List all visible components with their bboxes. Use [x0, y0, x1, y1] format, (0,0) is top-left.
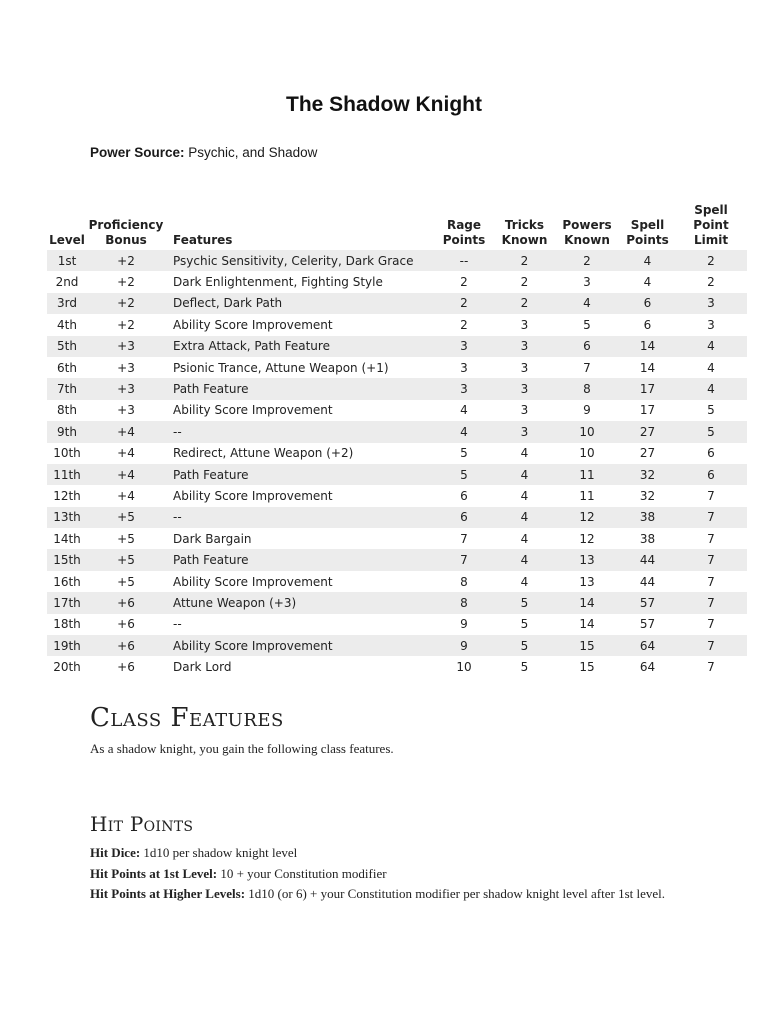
cell-features: Ability Score Improvement	[173, 488, 333, 503]
table-row	[47, 271, 747, 292]
hit-dice-line: Hit Dice: 1d10 per shadow knight level	[90, 845, 298, 860]
table-row	[47, 549, 747, 570]
cell-rage-points: 3	[460, 360, 468, 375]
cell-proficiency-bonus: +4	[117, 446, 135, 461]
cell-proficiency-bonus: +4	[117, 488, 135, 503]
cell-rage-points: 2	[460, 275, 468, 290]
cell-features: --	[173, 617, 182, 632]
cell-spell-point-limit: 4	[707, 360, 715, 375]
table-row	[47, 336, 747, 357]
cell-tricks-known: 3	[520, 360, 529, 375]
power-source-label: Power Source:	[90, 145, 185, 160]
cell-features: Dark Enlightenment, Fighting Style	[173, 275, 383, 290]
cell-tricks-known: 3	[520, 424, 529, 439]
cell-level: 9th	[57, 424, 77, 439]
cell-powers-known: 9	[583, 403, 591, 418]
cell-features: Extra Attack, Path Feature	[173, 339, 330, 354]
cell-powers-known: 13	[579, 553, 595, 568]
table-row	[47, 485, 747, 506]
cell-spell-point-limit: 5	[707, 424, 715, 439]
table-row	[47, 635, 747, 656]
table-row	[47, 614, 747, 635]
cell-rage-points: 3	[460, 382, 468, 397]
table-row	[47, 528, 747, 549]
cell-spell-point-limit: 7	[707, 553, 715, 568]
cell-features: Dark Lord	[173, 660, 232, 675]
table-row	[47, 378, 747, 399]
cell-spell-points: 27	[639, 446, 656, 461]
cell-spell-point-limit: 3	[707, 296, 715, 311]
cell-level: 3rd	[57, 296, 77, 311]
cell-powers-known: 4	[583, 296, 591, 311]
cell-features: Ability Score Improvement	[173, 403, 333, 418]
cell-powers-known: 11	[579, 488, 595, 503]
header-level: Level	[49, 233, 85, 247]
cell-tricks-known: 3	[520, 339, 529, 354]
cell-spell-points: 38	[639, 531, 656, 546]
cell-proficiency-bonus: +2	[117, 275, 135, 290]
cell-spell-point-limit: 7	[707, 660, 715, 675]
cell-spell-point-limit: 7	[707, 488, 715, 503]
cell-rage-points: 9	[460, 638, 468, 653]
cell-spell-points: 32	[639, 467, 656, 482]
cell-powers-known: 15	[579, 660, 595, 675]
cell-spell-point-limit: 5	[707, 403, 715, 418]
cell-spell-points: 17	[639, 403, 656, 418]
cell-powers-known: 2	[583, 253, 591, 268]
cell-level: 11th	[53, 467, 81, 482]
hit-points-higher-levels-line: Hit Points at Higher Levels: 1d10 (or 6) + your Constitution modifier per shadow knight level after 1st level.	[90, 886, 666, 901]
cell-proficiency-bonus: +3	[117, 403, 135, 418]
cell-level: 6th	[57, 360, 77, 375]
cell-spell-points: 6	[643, 296, 652, 311]
cell-spell-points: 44	[639, 553, 656, 568]
cell-tricks-known: 2	[520, 253, 529, 268]
cell-rage-points: 3	[460, 339, 468, 354]
cell-powers-known: 13	[579, 574, 595, 589]
cell-tricks-known: 5	[520, 617, 529, 632]
cell-rage-points: 2	[460, 296, 468, 311]
class-features-heading: Class Features	[90, 703, 284, 733]
cell-spell-point-limit: 2	[707, 253, 715, 268]
cell-spell-point-limit: 7	[707, 531, 715, 546]
cell-level: 10th	[53, 446, 81, 461]
cell-powers-known: 10	[579, 424, 595, 439]
table-row	[47, 250, 747, 271]
cell-powers-known: 11	[579, 467, 595, 482]
cell-spell-points: 64	[639, 638, 656, 653]
cell-spell-point-limit: 4	[707, 339, 715, 354]
cell-tricks-known: 5	[520, 660, 529, 675]
cell-rage-points: 4	[460, 424, 468, 439]
cell-spell-points: 64	[639, 660, 656, 675]
cell-spell-points: 44	[639, 574, 656, 589]
cell-level: 16th	[53, 574, 81, 589]
cell-features: Path Feature	[173, 553, 249, 568]
cell-spell-point-limit: 7	[707, 617, 715, 632]
cell-spell-points: 27	[639, 424, 656, 439]
table-row	[47, 314, 747, 335]
cell-proficiency-bonus: +5	[117, 553, 135, 568]
cell-features: --	[173, 510, 182, 525]
cell-spell-point-limit: 7	[707, 574, 715, 589]
table-row	[47, 443, 747, 464]
cell-spell-points: 17	[639, 382, 656, 397]
cell-tricks-known: 4	[520, 510, 529, 525]
cell-spell-point-limit: 2	[707, 275, 715, 290]
cell-level: 15th	[53, 553, 81, 568]
cell-level: 4th	[57, 317, 77, 332]
cell-level: 7th	[57, 382, 77, 397]
header-powers-known: Powers Known	[562, 218, 612, 247]
cell-level: 19th	[53, 638, 81, 653]
cell-spell-points: 4	[643, 253, 652, 268]
cell-spell-point-limit: 4	[707, 382, 715, 397]
cell-spell-points: 4	[643, 275, 652, 290]
cell-tricks-known: 4	[520, 488, 529, 503]
table-row	[47, 656, 747, 677]
header-features: Features	[173, 233, 233, 247]
cell-features: Attune Weapon (+3)	[173, 595, 297, 610]
cell-proficiency-bonus: +2	[117, 317, 135, 332]
cell-level: 5th	[57, 339, 77, 354]
cell-rage-points: 7	[460, 553, 468, 568]
cell-tricks-known: 3	[520, 317, 529, 332]
table-row	[47, 464, 747, 485]
table-row	[47, 507, 747, 528]
cell-features: Deflect, Dark Path	[173, 296, 283, 311]
table-row	[47, 421, 747, 442]
cell-features: Psionic Trance, Attune Weapon (+1)	[173, 360, 389, 375]
cell-powers-known: 15	[579, 638, 595, 653]
hit-points-block	[90, 843, 680, 905]
cell-proficiency-bonus: +4	[117, 467, 135, 482]
hit-points-first-level-line: Hit Points at 1st Level: 10 + your Constitution modifier	[90, 865, 387, 881]
cell-level: 12th	[53, 488, 81, 503]
cell-spell-point-limit: 6	[707, 446, 715, 461]
cell-spell-points: 14	[639, 339, 656, 354]
cell-features: Dark Bargain	[173, 531, 252, 546]
cell-spell-point-limit: 7	[707, 510, 715, 525]
cell-rage-points: 6	[460, 488, 468, 503]
cell-tricks-known: 3	[520, 403, 529, 418]
cell-level: 17th	[53, 595, 81, 610]
table-row	[47, 357, 747, 378]
header-tricks-known: Tricks Known	[501, 218, 548, 247]
cell-rage-points: 6	[460, 510, 468, 525]
cell-level: 1st	[57, 253, 77, 268]
cell-tricks-known: 2	[520, 275, 529, 290]
cell-powers-known: 8	[583, 382, 591, 397]
cell-proficiency-bonus: +6	[117, 617, 135, 632]
cell-rage-points: --	[459, 253, 469, 268]
cell-rage-points: 9	[460, 617, 468, 632]
table-row	[47, 571, 747, 592]
cell-powers-known: 12	[579, 531, 595, 546]
cell-spell-points: 6	[643, 317, 652, 332]
cell-rage-points: 5	[460, 446, 468, 461]
cell-proficiency-bonus: +3	[117, 360, 135, 375]
table-header-row	[47, 203, 747, 250]
power-source-value: Psychic, and Shadow	[184, 145, 318, 160]
cell-level: 20th	[53, 660, 81, 675]
cell-spell-points: 38	[639, 510, 656, 525]
cell-tricks-known: 4	[520, 467, 529, 482]
cell-spell-points: 14	[639, 360, 656, 375]
cell-features: --	[173, 424, 182, 439]
cell-spell-points: 32	[639, 488, 656, 503]
table-row	[47, 293, 747, 314]
header-rage-points: Rage Points	[442, 218, 486, 247]
cell-proficiency-bonus: +4	[117, 424, 135, 439]
cell-rage-points: 10	[456, 660, 472, 675]
cell-powers-known: 10	[579, 446, 595, 461]
cell-powers-known: 14	[579, 617, 595, 632]
cell-tricks-known: 4	[520, 531, 529, 546]
cell-tricks-known: 4	[520, 574, 529, 589]
cell-features: Ability Score Improvement	[173, 317, 333, 332]
cell-powers-known: 6	[583, 339, 591, 354]
cell-features: Ability Score Improvement	[173, 638, 333, 653]
cell-proficiency-bonus: +5	[117, 531, 135, 546]
cell-level: 8th	[57, 403, 77, 418]
cell-proficiency-bonus: +5	[117, 510, 135, 525]
table-row	[47, 400, 747, 421]
cell-features: Ability Score Improvement	[173, 574, 333, 589]
cell-level: 18th	[53, 617, 81, 632]
cell-proficiency-bonus: +3	[117, 339, 135, 354]
cell-tricks-known: 2	[520, 296, 529, 311]
cell-rage-points: 8	[460, 574, 468, 589]
cell-proficiency-bonus: +3	[117, 382, 135, 397]
cell-spell-points: 57	[639, 595, 656, 610]
cell-spell-point-limit: 3	[707, 317, 715, 332]
cell-proficiency-bonus: +6	[117, 660, 135, 675]
cell-proficiency-bonus: +6	[117, 638, 135, 653]
cell-rage-points: 2	[460, 317, 468, 332]
cell-spell-point-limit: 7	[707, 638, 715, 653]
cell-spell-point-limit: 7	[707, 595, 715, 610]
cell-rage-points: 5	[460, 467, 468, 482]
cell-spell-points: 57	[639, 617, 656, 632]
cell-powers-known: 7	[583, 360, 591, 375]
cell-level: 2nd	[55, 275, 79, 290]
class-progression-table	[47, 203, 747, 678]
header-spell-points: Spell Points	[626, 218, 669, 247]
class-features-intro: As a shadow knight, you gain the following class features.	[90, 741, 394, 756]
cell-rage-points: 4	[460, 403, 468, 418]
cell-proficiency-bonus: +5	[117, 574, 135, 589]
page-title: The Shadow Knight	[286, 93, 482, 116]
cell-rage-points: 7	[460, 531, 468, 546]
cell-spell-point-limit: 6	[707, 467, 715, 482]
cell-powers-known: 3	[583, 275, 591, 290]
cell-rage-points: 8	[460, 595, 468, 610]
table-row	[47, 592, 747, 613]
cell-tricks-known: 3	[520, 382, 529, 397]
cell-proficiency-bonus: +6	[117, 595, 135, 610]
cell-powers-known: 5	[583, 317, 591, 332]
cell-level: 14th	[53, 531, 81, 546]
cell-tricks-known: 4	[520, 553, 529, 568]
header-proficiency-bonus: Proficiency Bonus	[88, 218, 164, 247]
hit-points-heading: Hit Points	[90, 812, 194, 836]
cell-features: Redirect, Attune Weapon (+2)	[173, 446, 354, 461]
cell-tricks-known: 4	[520, 446, 529, 461]
header-spell-point-limit: Spell Point Limit	[693, 203, 729, 247]
cell-powers-known: 12	[579, 510, 595, 525]
cell-features: Path Feature	[173, 467, 249, 482]
cell-tricks-known: 5	[520, 638, 529, 653]
cell-features: Path Feature	[173, 382, 249, 397]
cell-tricks-known: 5	[520, 595, 529, 610]
cell-proficiency-bonus: +2	[117, 253, 135, 268]
cell-powers-known: 14	[579, 595, 595, 610]
cell-proficiency-bonus: +2	[117, 296, 135, 311]
cell-level: 13th	[53, 510, 81, 525]
power-source	[90, 145, 317, 160]
cell-features: Psychic Sensitivity, Celerity, Dark Grace	[173, 253, 414, 268]
